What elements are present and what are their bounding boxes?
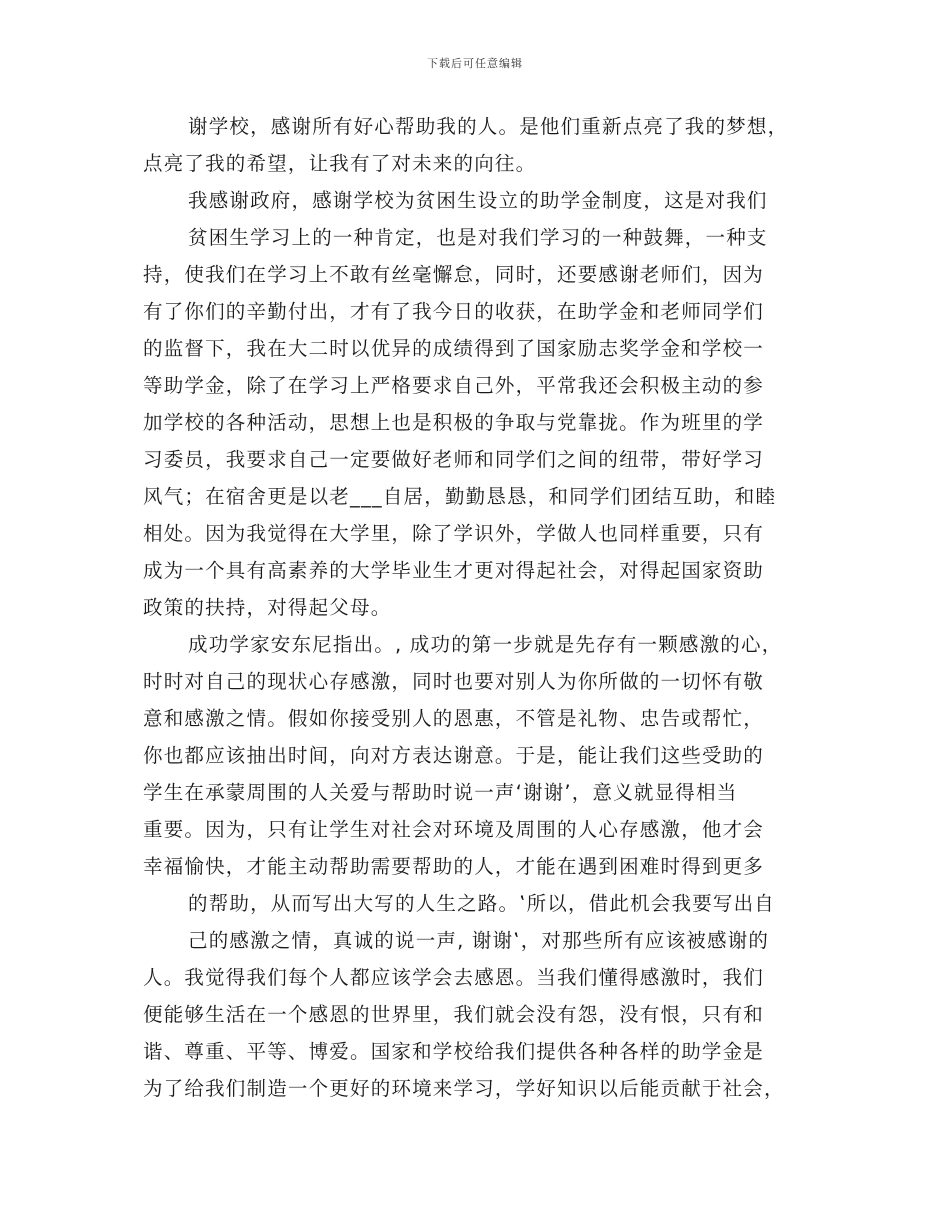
text-line: 你也都应该抽出时间，向对方表达谢意。于是，能让我们这些受助的 — [143, 744, 765, 767]
text-line: 加学校的各种活动，思想上也是积极的争取与党靠拢。作为班里的学 — [143, 411, 765, 434]
text-line: 意和感激之情。假如你接受别人的恩惠，不管是礼物、忠告或帮忙， — [143, 707, 765, 730]
text-line: 相处。因为我觉得在大学里，除了学识外，学做人也同样重要，只有 — [143, 522, 765, 545]
text-line: 的帮助，从而写出大写的人生之路。‛所以，借此机会我要写出自 — [188, 892, 775, 915]
text-line: 谢学校，感谢所有好心帮助我的人。是他们重新点亮了我的梦想， — [188, 115, 789, 138]
text-line: 的监督下，我在大二时以优异的成绩得到了国家励志奖学金和学校一 — [143, 337, 765, 360]
text-line: 谐、尊重、平等、博爱。国家和学校给我们提供各种各样的助学金是 — [143, 1040, 765, 1063]
text-line: 幸福愉快，才能主动帮助需要帮助的人，才能在遇到困难时得到更多 — [143, 855, 765, 878]
document-body — [143, 108, 823, 1107]
text-line: 持，使我们在学习上不敢有丝毫懈怠，同时，还要感谢老师们，因为 — [143, 263, 765, 286]
page-header: 下载后可任意编辑 — [427, 57, 523, 70]
text-line: 我感谢政府，感谢学校为贫困生设立的助学金制度，这是对我们 — [188, 189, 768, 212]
text-line: 点亮了我的希望，让我有了对未来的向往。 — [143, 152, 537, 175]
text-line: 贫困生学习上的一种肯定，也是对我们学习的一种鼓舞，一种支 — [188, 226, 768, 249]
text-line: 重要。因为，只有让学生对社会对环境及周围的人心存感激，他才会 — [143, 818, 765, 841]
text-line: 成为一个具有高素养的大学毕业生才更对得起社会，对得起国家资助 — [143, 559, 765, 582]
text-line: 时时对自己的现状心存感激，同时也要对别人为你所做的一切怀有敬 — [143, 670, 765, 693]
text-line: 习委员，我要求自己一定要做好老师和同学们之间的纽带，带好学习 — [143, 448, 765, 471]
text-line: 有了你们的辛勤付出，才有了我今日的收获，在助学金和老师同学们 — [143, 300, 765, 323]
text-line: 等助学金，除了在学习上严格要求自己外，平常我还会积极主动的参 — [143, 374, 765, 397]
text-line: 己的感激之情，真诚的说一声, 谢谢‛，对那些所有应该被感谢的 — [188, 929, 770, 952]
text-line: 成功学家安东尼指出。, 成功的第一步就是先存有一颗感激的心， — [188, 633, 783, 656]
text-line: 学生在承蒙周围的人关爱与帮助时说一声‘谢谢’，意义就显得相当 — [143, 781, 738, 804]
text-line: 人。我觉得我们每个人都应该学会去感恩。当我们懂得感激时，我们 — [143, 966, 765, 989]
text-line: 便能够生活在一个感恩的世界里，我们就会没有怨，没有恨，只有和 — [143, 1003, 765, 1026]
text-line: 政策的扶持，对得起父母。 — [143, 596, 392, 619]
text-line: 为了给我们制造一个更好的环境来学习，学好知识以后能贡献于社会， — [143, 1077, 785, 1100]
text-line: 风气；在宿舍更是以老___自居，勤勤恳恳，和同学们团结互助，和睦 — [143, 485, 777, 508]
